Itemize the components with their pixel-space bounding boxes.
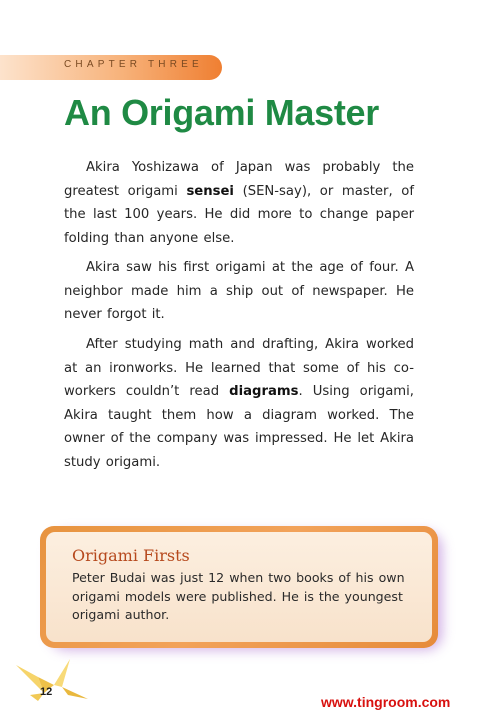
paragraph-2 (64, 256, 414, 327)
sidebar-title: Origami Firsts (72, 546, 190, 565)
paragraph-1-text-end: (SEN-say), or master, of the last 100 years. He did more to change paper folding than anyone else. (64, 183, 414, 246)
page-number: 12 (40, 686, 53, 698)
paragraph-1-text-start: Akira Yoshizawa of Japan was probably the greatest origami (64, 160, 414, 199)
sidebar-text: Peter Budai was just 12 when two books of his own origami models were published. He is the youngest origami author. (72, 570, 405, 622)
paragraph-3-text-start: After studying math and drafting, Akira worked at an ironworks. He learned that some of his co-workers couldn’t read (64, 337, 414, 399)
paragraph-3 (64, 333, 414, 474)
glossary-term-diagrams: diagrams (229, 384, 299, 399)
page-title: An Origami Master (64, 92, 379, 133)
chapter-banner (0, 55, 222, 80)
chapter-label: CHAPTER THREE (64, 59, 203, 70)
crane-tail (62, 687, 88, 699)
origami-crane-icon (10, 655, 90, 713)
paragraph-1 (64, 156, 414, 250)
sidebar-inner (46, 532, 432, 642)
paragraph-2-text: Akira saw his first origami at the age of four. A neighbor made him a ship out of newspaper. He never forgot it. (64, 260, 414, 322)
watermark-link[interactable]: www.tingroom.com (321, 694, 451, 710)
sidebar-box (40, 526, 438, 648)
paragraph-3-text-end: . Using origami, Akira taught them how a diagram worked. The owner of the company was impressed. He let Akira study origami. (64, 384, 414, 470)
crane-wing-right (54, 659, 70, 687)
glossary-term-sensei: sensei (186, 183, 234, 199)
